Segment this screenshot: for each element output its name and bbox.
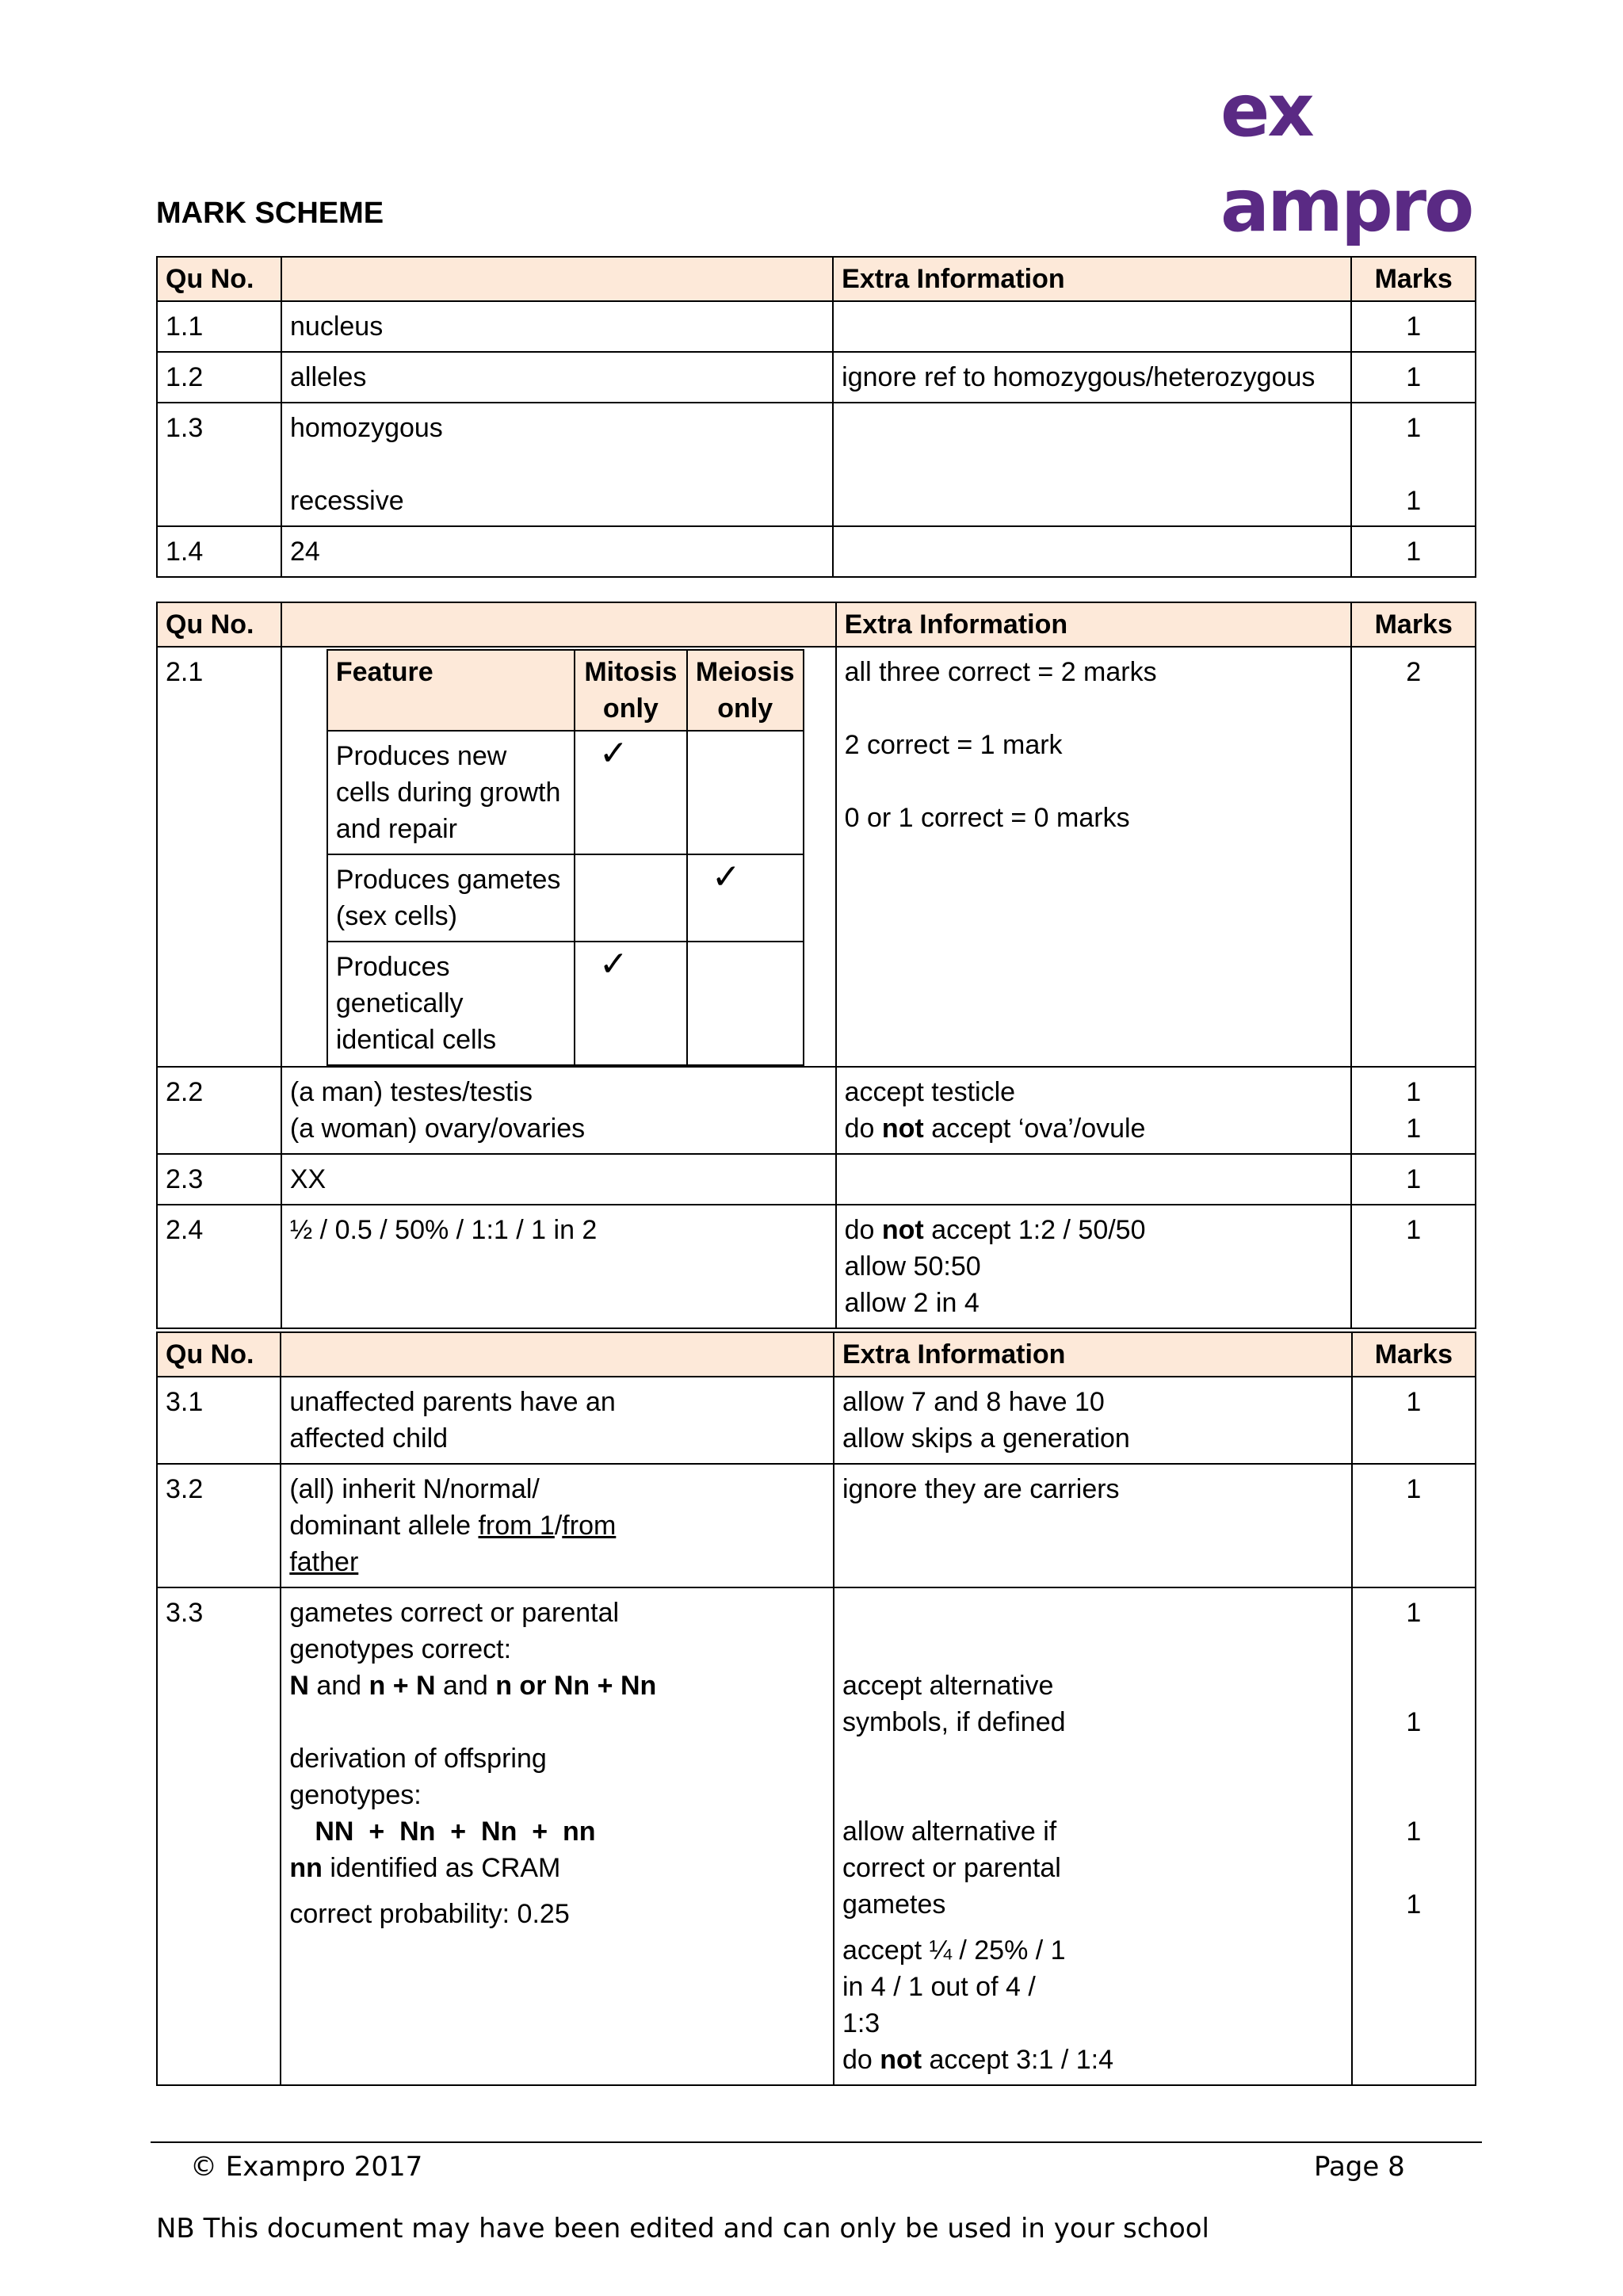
header-marks: Marks [1351, 257, 1476, 301]
mark-value: 1 [1406, 1707, 1422, 1737]
check-icon: ✓ [711, 857, 741, 897]
extra-cell [833, 403, 1351, 526]
extra-line: accept ¼ / 25% / 1 in 4 / 1 out of 4 / 1:3 [842, 1935, 1066, 2038]
marks-cell: 2 [1351, 647, 1476, 1067]
answer-line: (a woman) ovary/ovaries [289, 1114, 586, 1144]
feature-label: Produces new cells during growth and repair [327, 731, 575, 854]
marks-cell [1351, 403, 1476, 526]
mitosis-cell [575, 731, 687, 854]
question-number: 3.3 [157, 1587, 281, 2085]
extra-line: 2 correct = 1 mark [844, 730, 1063, 760]
meiosis-cell [687, 731, 804, 854]
question-number: 2.3 [157, 1154, 281, 1205]
footer-note: NB This document may have been edited and can only be used in your school [156, 2213, 1210, 2244]
mitosis-header: Mitosis only [575, 650, 687, 731]
mark-value: 1 [1406, 1114, 1422, 1144]
answer-line: NN + Nn + Nn + nn [315, 1817, 596, 1847]
table-row [157, 352, 1476, 403]
extra-line: do not accept 1:2 / 50/50 [844, 1215, 1146, 1245]
answer-cell [281, 403, 833, 526]
feature-label: Produces genetically identical cells [327, 942, 575, 1065]
header-marks: Marks [1352, 1332, 1476, 1377]
page-title: MARK SCHEME [156, 197, 384, 230]
feature-row [327, 854, 804, 942]
extra-line: do not accept 3:1 / 1:4 [842, 2045, 1114, 2075]
question-number: 3.2 [157, 1464, 281, 1587]
feature-row [327, 731, 804, 854]
answer-cell: 24 [281, 526, 833, 577]
mark-value: 1 [1406, 1077, 1422, 1107]
answer-line: derivation of offspring genotypes: [289, 1744, 547, 1810]
footer-page-number: Page 8 [1314, 2151, 1405, 2183]
table-row [157, 1464, 1476, 1587]
header-extra: Extra Information [836, 602, 1352, 647]
answer-line: gametes correct or parental genotypes correct: [289, 1598, 620, 1664]
answer-cell: nucleus [281, 301, 833, 352]
check-icon: ✓ [598, 733, 628, 774]
marks-cell: 1 [1351, 1205, 1476, 1328]
extra-cell [834, 1587, 1352, 2085]
question-number: 2.4 [157, 1205, 281, 1328]
table-header [157, 602, 1476, 647]
header-marks: Marks [1351, 602, 1476, 647]
answer-line: (a man) testes/testis [289, 1077, 533, 1107]
question-number: 1.2 [157, 352, 281, 403]
mark-value: 1 [1406, 1889, 1422, 1920]
header-qu-no: Qu No. [157, 1332, 281, 1377]
extra-cell [836, 1154, 1352, 1205]
feature-row [327, 942, 804, 1065]
table-header [157, 257, 1476, 301]
extra-line: 0 or 1 correct = 0 marks [844, 803, 1130, 833]
table-row [157, 1377, 1476, 1464]
header-qu-no: Qu No. [157, 257, 281, 301]
extra-cell [836, 1067, 1352, 1154]
feature-header: Feature [327, 650, 575, 731]
extra-line: allow 2 in 4 [844, 1288, 980, 1318]
header-answer [281, 257, 833, 301]
feature-label: Produces gametes (sex cells) [327, 854, 575, 942]
marks-cell [1351, 1067, 1476, 1154]
marks-cell: 1 [1351, 301, 1476, 352]
mark-value: 1 [1406, 1817, 1422, 1847]
table-row [157, 1205, 1476, 1328]
extra-cell: ignore ref to homozygous/heterozygous [833, 352, 1351, 403]
question-number: 1.3 [157, 403, 281, 526]
extra-line: all three correct = 2 marks [844, 657, 1157, 687]
extra-line: accept alternative symbols, if defined [842, 1671, 1066, 1737]
extra-cell: ignore they are carriers [834, 1464, 1352, 1587]
table-row [157, 1154, 1476, 1205]
question-number: 3.1 [157, 1377, 281, 1464]
marks-cell: 1 [1352, 1464, 1476, 1587]
mark-value: 1 [1406, 486, 1422, 516]
marks-cell: 1 [1352, 1377, 1476, 1464]
extra-line: accept testicle [844, 1077, 1016, 1107]
question-number: 1.1 [157, 301, 281, 352]
extra-line: allow skips a generation [842, 1423, 1130, 1454]
table-row [157, 1587, 1476, 2085]
check-icon: ✓ [598, 944, 628, 984]
mark-value: 1 [1406, 413, 1422, 443]
answer-cell: (all) inherit N/normal/ dominant allele from 1/from father [281, 1464, 834, 1587]
extra-cell [836, 1205, 1352, 1328]
answer-cell: alleles [281, 352, 833, 403]
feature-table [327, 649, 804, 1066]
footer-copyright: © Exampro 2017 [190, 2151, 423, 2183]
question-number: 2.1 [157, 647, 281, 1067]
answer-cell [281, 1587, 834, 2085]
header-answer [281, 1332, 834, 1377]
logo-text: exampro [1220, 68, 1472, 248]
answer-cell: XX [281, 1154, 836, 1205]
footer-divider [151, 2141, 1482, 2143]
meiosis-header: Meiosis only [687, 650, 804, 731]
marks-cell: 1 [1351, 1154, 1476, 1205]
answer-line: correct probability: 0.25 [289, 1899, 570, 1929]
header-answer [281, 602, 836, 647]
table-row [157, 403, 1476, 526]
answer-cell: unaffected parents have an affected child [281, 1377, 834, 1464]
marks-cell [1352, 1587, 1476, 2085]
answer-line: N and n + N and n or Nn + Nn [289, 1671, 657, 1701]
extra-cell [834, 1377, 1352, 1464]
extra-cell [833, 301, 1351, 352]
extra-cell [836, 647, 1352, 1067]
mark-scheme-table-2 [156, 602, 1476, 1329]
table-row [157, 526, 1476, 577]
extra-line: do not accept ‘ova’/ovule [844, 1114, 1146, 1144]
answer-line: recessive [290, 486, 404, 516]
extra-line: allow 50:50 [844, 1251, 981, 1282]
answer-cell: ½ / 0.5 / 50% / 1:1 / 1 in 2 [281, 1205, 836, 1328]
table-row [157, 301, 1476, 352]
mark-scheme-table-3 [156, 1331, 1476, 2086]
meiosis-cell [687, 942, 804, 1065]
answer-line: homozygous [290, 413, 443, 443]
mark-value: 1 [1406, 1598, 1422, 1628]
question-number: 2.2 [157, 1067, 281, 1154]
table-row [157, 1067, 1476, 1154]
table-header [157, 1332, 1476, 1377]
marks-cell: 1 [1351, 352, 1476, 403]
extra-line: allow alternative if correct or parental gametes [842, 1817, 1061, 1920]
header-qu-no: Qu No. [157, 602, 281, 647]
question-number: 1.4 [157, 526, 281, 577]
answer-cell [281, 1067, 836, 1154]
marks-cell: 1 [1351, 526, 1476, 577]
extra-cell [833, 526, 1351, 577]
header-extra: Extra Information [834, 1332, 1352, 1377]
mitosis-cell [575, 942, 687, 1065]
meiosis-cell [687, 854, 804, 942]
answer-cell [281, 647, 836, 1067]
answer-line: nn identified as CRAM [289, 1853, 561, 1883]
mark-scheme-table-1 [156, 256, 1476, 578]
mitosis-cell [575, 854, 687, 942]
extra-line: allow 7 and 8 have 10 [842, 1387, 1105, 1417]
header-extra: Extra Information [833, 257, 1351, 301]
table-row [157, 647, 1476, 1067]
exampro-logo [1220, 63, 1553, 248]
feature-table-header [327, 650, 804, 731]
